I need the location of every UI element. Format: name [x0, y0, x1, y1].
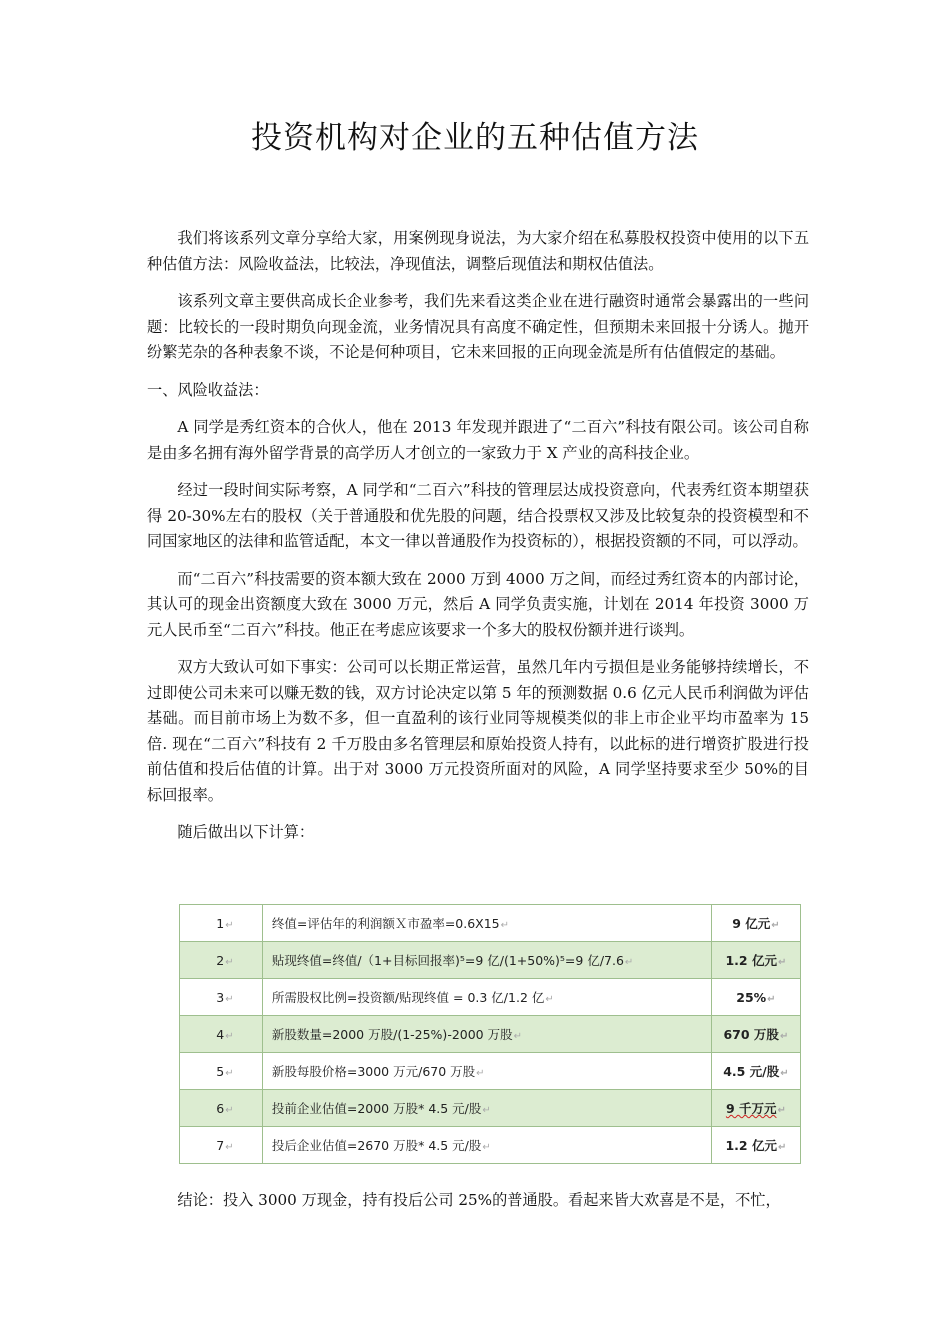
cell-end-mark: ↵ — [779, 1031, 789, 1042]
row-number: 6 — [216, 1100, 225, 1116]
cell-end-mark: ↵ — [225, 1141, 234, 1153]
document-title: 投资机构对企业的五种估值方法 — [251, 120, 699, 156]
row-formula: 贴现终值=终值/（1+目标回报率)⁵=9 亿/(1+50%)⁵=9 亿/7.6 — [271, 953, 624, 968]
table-row — [180, 1127, 801, 1164]
cell-end-mark: ↵ — [777, 1105, 786, 1116]
row-number: 2 — [216, 952, 225, 968]
table-row — [180, 905, 801, 942]
paragraph-context: 该系列文章主要供高成长企业参考，我们先来看这类企业在进行融资时通常会暴露出的一些问题：比较长的一段时期负向现金流，业务情况具有高度不确定性，但预期未来回报十分诱人。抛开纷繁芜杂的各种表象不谈，不论是何种项目，它未来回报的正向现金流是所有估值假定的基础。 — [147, 292, 809, 361]
cell-end-mark: ↵ — [225, 956, 234, 968]
table-row — [180, 979, 801, 1016]
row-result: 4.5 元/股 — [723, 1064, 780, 1079]
table-row — [180, 1053, 801, 1090]
row-number: 7 — [216, 1137, 225, 1153]
cell-end-mark: ↵ — [482, 1142, 491, 1153]
cell-end-mark: ↵ — [225, 993, 234, 1005]
cell-end-mark: ↵ — [780, 1068, 789, 1079]
row-number: 4 — [216, 1026, 225, 1042]
row-number: 3 — [216, 989, 225, 1005]
cell-end-mark: ↵ — [777, 957, 787, 968]
table-row — [180, 1016, 801, 1053]
table-row — [180, 942, 801, 979]
table-row — [180, 1090, 801, 1127]
paragraph-calc-lead: 随后做出以下计算： — [177, 823, 315, 841]
row-result: 25% — [736, 989, 767, 1005]
cell-end-mark: ↵ — [777, 1142, 787, 1153]
paragraph-investment-intent: 经过一段时间实际考察，A 同学和“二百六”科技的管理层达成投资意向，代表秀红资本期望获得 20-30%左右的股权（关于普通股和优先股的问题，结合投票权又涉及比较复杂的投资模型和不同国家地区的法律和监管适配，本文一律以普通股作为投资标的），根据投资额的不同，可以浮动。 — [147, 481, 809, 550]
cell-end-mark: ↵ — [624, 957, 634, 968]
document-body — [147, 226, 809, 866]
row-result: 670 万股 — [723, 1027, 779, 1042]
row-result: 1.2 亿元 — [725, 1138, 777, 1153]
row-result: 1.2 亿元 — [725, 953, 777, 968]
row-formula: 投前企业估值=2000 万股* 4.5 元/股 — [271, 1101, 482, 1116]
row-result: 9 亿元 — [732, 916, 771, 931]
cell-end-mark: ↵ — [225, 1104, 234, 1116]
cell-end-mark: ↵ — [513, 1031, 523, 1042]
cell-end-mark: ↵ — [767, 993, 776, 1005]
cell-end-mark: ↵ — [545, 994, 554, 1005]
paragraph-intro: 我们将该系列文章分享给大家，用案例现身说法，为大家介绍在私募股权投资中使用的以下五种估值方法：风险收益法，比较法，净现值法，调整后现值法和期权估值法。 — [147, 229, 809, 273]
section-heading-risk-return: 一、风险收益法： — [147, 380, 269, 399]
paragraph-case-intro: A 同学是秀红资本的合伙人，他在 2013 年发现并跟进了“二百六”科技有限公司。该公司自称是由多名拥有海外留学背景的高学历人才创立的一家致力于 X 产业的高科技企业。 — [147, 418, 809, 462]
row-formula: 投后企业估值=2670 万股* 4.5 元/股 — [271, 1138, 482, 1153]
cell-end-mark: ↵ — [500, 920, 510, 931]
row-formula: 新股每股价格=3000 万元/670 万股 — [271, 1064, 476, 1079]
paragraph-conclusion: 结论：投入 3000 万现金，持有投后公司 25%的普通股。看起来皆大欢喜是不是，不忙， — [177, 1191, 781, 1209]
calculation-table — [179, 904, 801, 1164]
cell-end-mark: ↵ — [771, 920, 780, 931]
paragraph-agreed-facts: 双方大致认可如下事实：公司可以长期正常运营，虽然几年内亏损但是业务能够持续增长，不过即使公司未来可以赚无数的钱，双方讨论决定以第 5 年的预测数据 0.6 亿元人民币利润做为评估基础。而目前市场上为数不多，但一直盈利的该行业同等规模类似的非上市企业平均市盈率为 15 倍. 现在“二百六”科技有 2 千万股由多名管理层和原始投资人持有，以此标的进行增资扩股进行投前估值和投后估值的计算。出于对 3000 万元投资所面对的风险，A 同学坚持要求至少 50%的目标回报率。 — [147, 658, 809, 804]
row-number: 5 — [216, 1063, 225, 1079]
row-number: 1 — [216, 915, 225, 931]
cell-end-mark: ↵ — [225, 919, 234, 931]
row-formula: 终值=评估年的利润额Ｘ市盈率=0.6X15 — [271, 916, 500, 931]
cell-end-mark: ↵ — [482, 1105, 491, 1116]
cell-end-mark: ↵ — [225, 1067, 234, 1079]
row-result: 9 千万元 — [725, 1101, 777, 1116]
paragraph-capital-need: 而“二百六”科技需要的资本额大致在 2000 万到 4000 万之间，而经过秀红资本的内部讨论，其认可的现金出资额度大致在 3000 万元，然后 A 同学负责实施，计划在 2014 年投资 3000 万元人民币至“二百六”科技。他正在考虑应该要求一个多大的股权份额并进行谈判。 — [147, 569, 809, 639]
row-formula: 所需股权比例=投资额/贴现终值 = 0.3 亿/1.2 亿 — [271, 990, 545, 1005]
row-formula: 新股数量=2000 万股/(1-25%)-2000 万股 — [271, 1027, 513, 1042]
cell-end-mark: ↵ — [476, 1068, 485, 1079]
cell-end-mark: ↵ — [225, 1030, 234, 1042]
